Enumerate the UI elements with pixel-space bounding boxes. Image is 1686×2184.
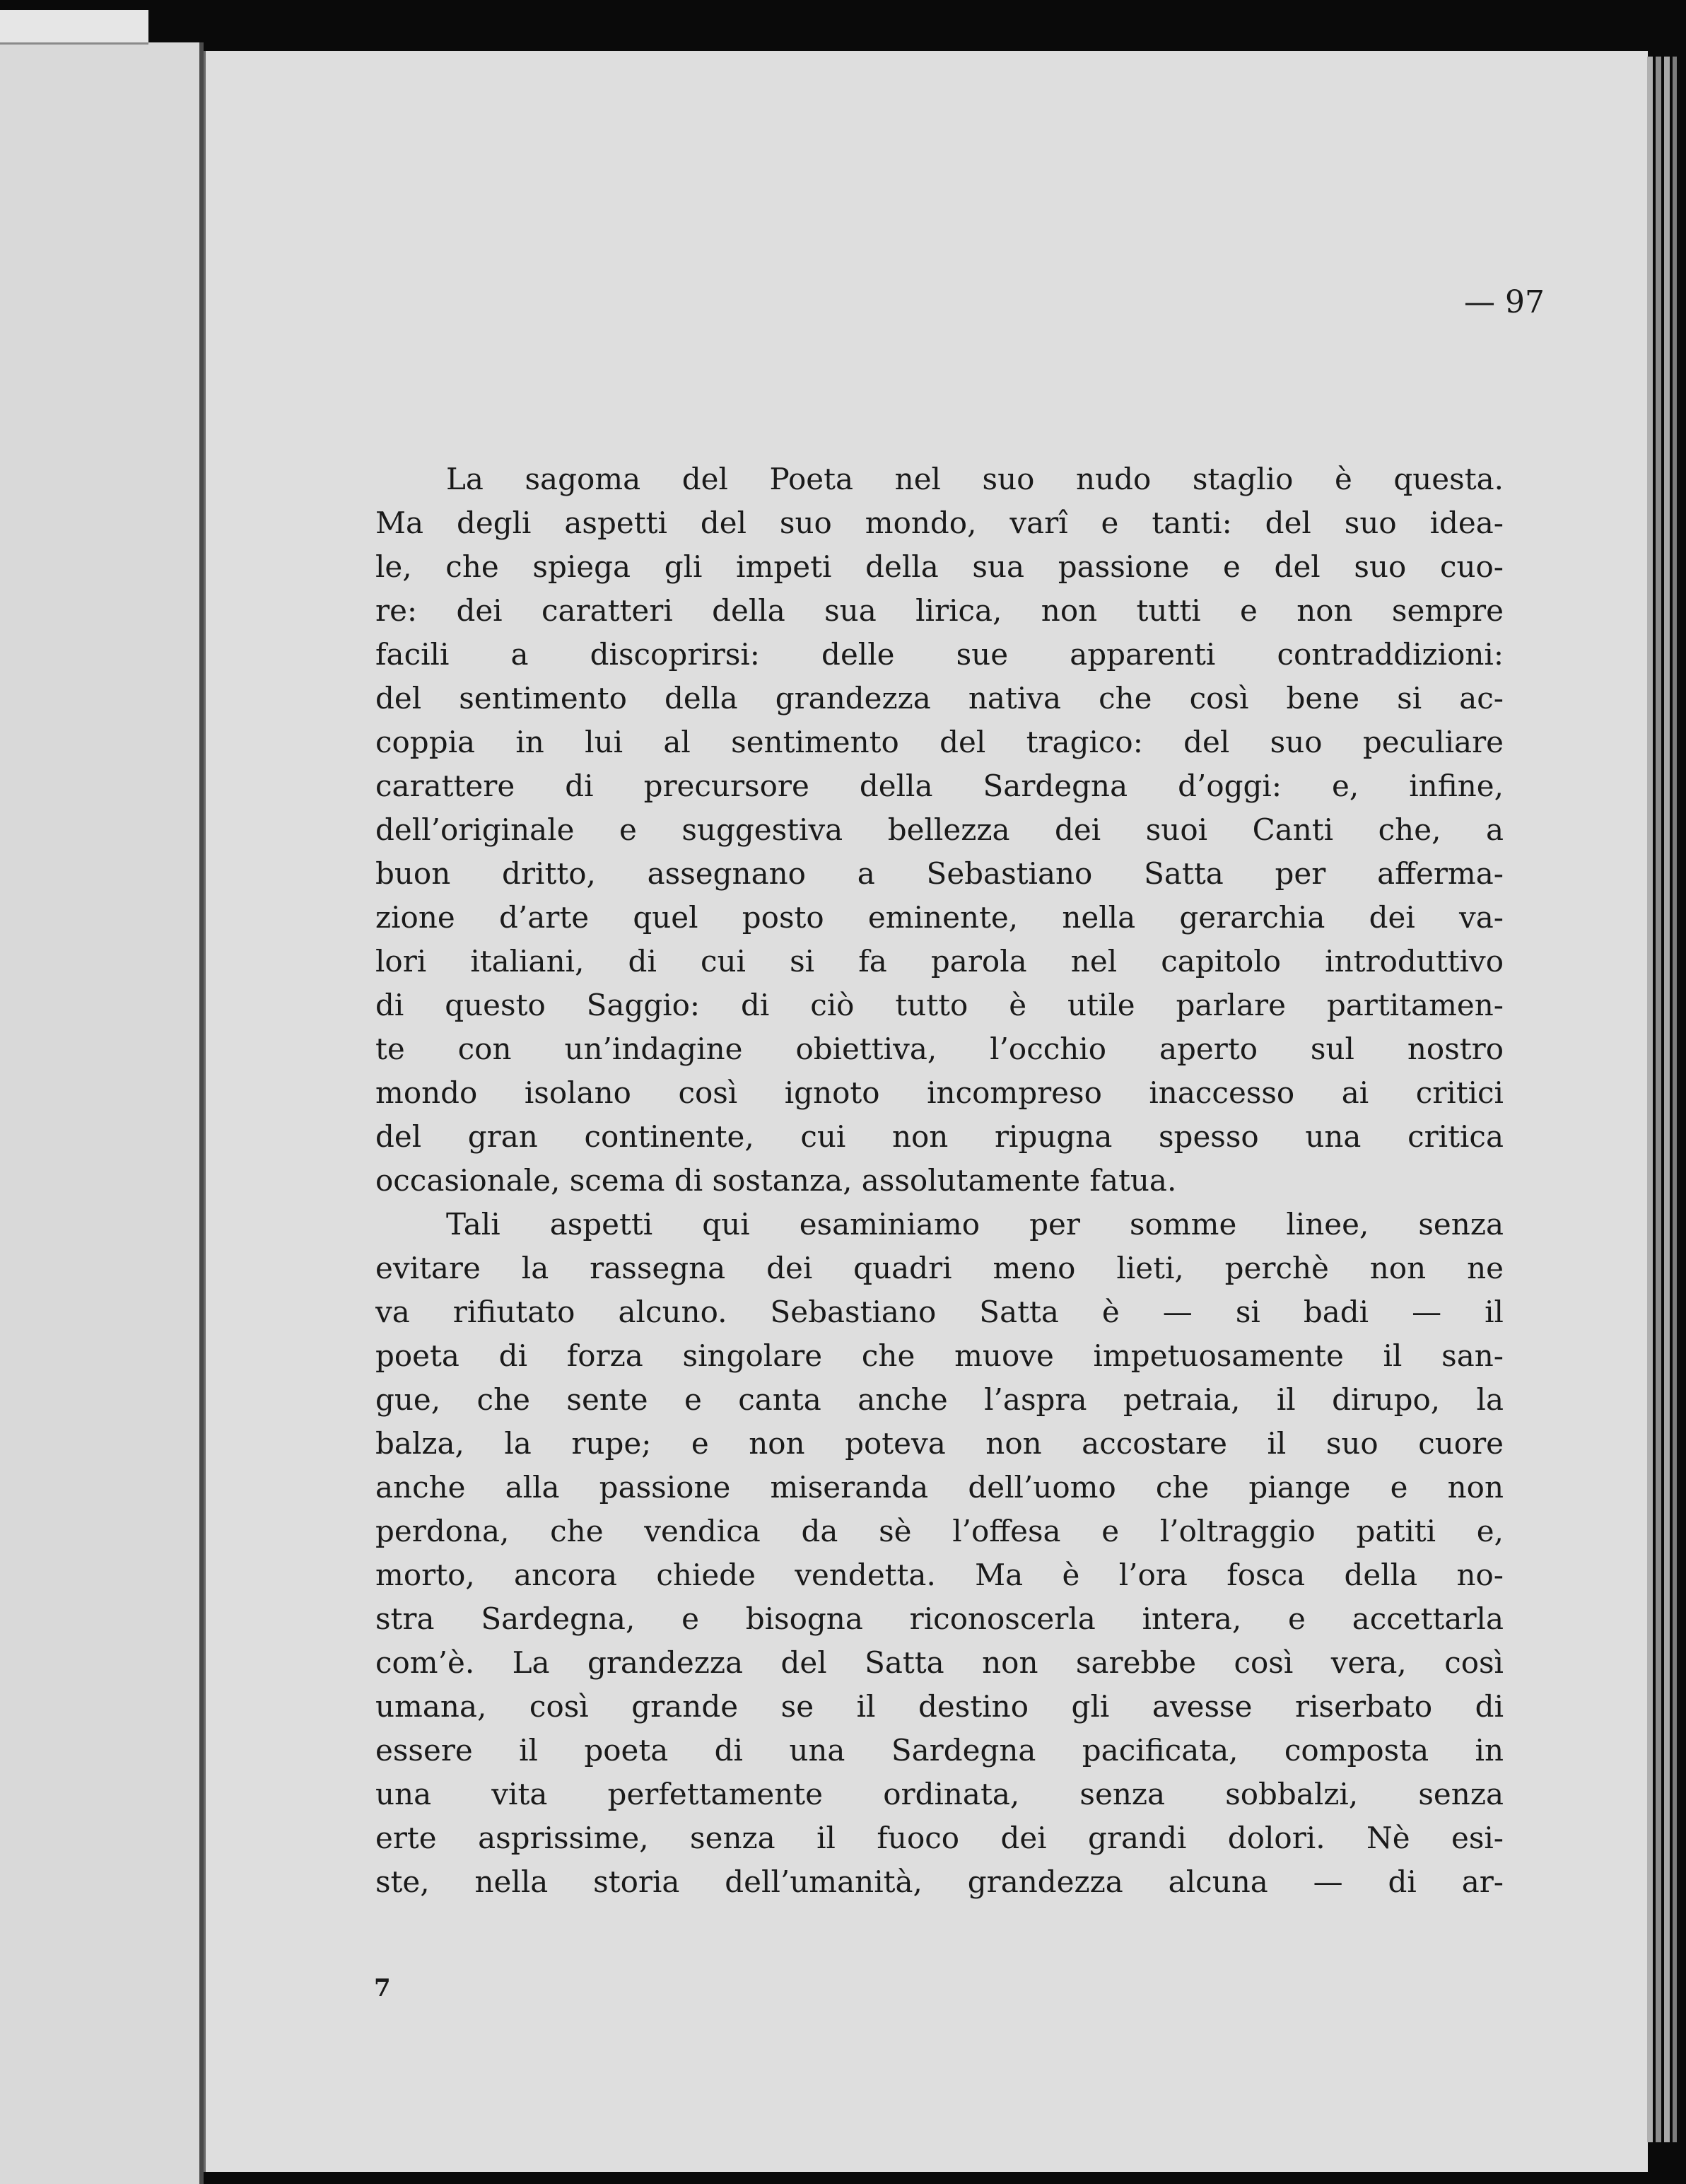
book-page (204, 51, 1648, 2172)
text-line: anche alla passione miseranda dell’uomo che piange e non (375, 1470, 1504, 1505)
page-stack-edge (1664, 57, 1670, 2142)
text-line: Ma degli aspetti del suo mondo, varî e tanti: del suo idea- (375, 506, 1504, 540)
paragraph-1 (375, 457, 1504, 1203)
page-number: — 97 (1464, 284, 1545, 320)
text-line: morto, ancora chiede vendetta. Ma è l’ora fosca della no- (375, 1558, 1504, 1592)
text-line: facili a discoprirsi: delle sue apparenti contraddizioni: (375, 637, 1504, 672)
body-text (375, 457, 1504, 1904)
text-line: zione d’arte quel posto eminente, nella gerarchia dei va- (375, 900, 1504, 935)
text-line: perdona, che vendica da sè l’offesa e l’oltraggio patiti e, (375, 1514, 1504, 1548)
paragraph-2 (375, 1203, 1504, 1904)
text-line: le, che spiega gli impeti della sua passione e del suo cuo- (375, 549, 1504, 584)
text-line: erte asprissime, senza il fuoco dei grandi dolori. Nè esi- (375, 1821, 1504, 1855)
text-line: te con un’indagine obiettiva, l’occhio aperto sul nostro (375, 1032, 1504, 1066)
text-line: mondo isolano così ignoto incompreso inaccesso ai critici (375, 1075, 1504, 1110)
text-line: evitare la rassegna dei quadri meno lieti, perchè non ne (375, 1251, 1504, 1285)
text-line: gue, che sente e canta anche l’aspra petraia, il dirupo, la (375, 1382, 1504, 1417)
text-line: poeta di forza singolare che muove impetuosamente il san- (375, 1338, 1504, 1373)
page-stack-edge (1673, 57, 1677, 2142)
text-line: essere il poeta di una Sardegna pacificata, composta in (375, 1733, 1504, 1768)
text-line: La sagoma del Poeta nel suo nudo staglio è questa. (446, 462, 1504, 496)
text-line: umana, così grande se il destino gli avesse riserbato di (375, 1689, 1504, 1724)
text-line: balza, la rupe; e non poteva non accostare il suo cuore (375, 1426, 1504, 1461)
page-stack-edge (1656, 57, 1661, 2142)
text-line: occasionale, scema di sostanza, assolutamente fatua. (375, 1163, 1177, 1198)
text-line: carattere di precursore della Sardegna d’oggi: e, infine, (375, 769, 1504, 803)
text-line: lori italiani, di cui si fa parola nel capitolo introduttivo (375, 944, 1504, 979)
text-line: stra Sardegna, e bisogna riconoscerla intera, e accettarla (375, 1601, 1504, 1636)
text-line: del gran continente, cui non ripugna spesso una critica (375, 1119, 1504, 1154)
facing-page-edge (0, 42, 204, 2184)
text-line: com’è. La grandezza del Satta non sarebbe così vera, così (375, 1645, 1504, 1680)
text-line: va rifiutato alcuno. Sebastiano Satta è — si badi — il (375, 1295, 1504, 1329)
text-line: dell’originale e suggestiva bellezza dei suoi Canti che, a (375, 812, 1504, 847)
text-line: di questo Saggio: di ciò tutto è utile parlare partitamen- (375, 988, 1504, 1022)
facing-page-tab (0, 10, 148, 45)
text-line: coppia in lui al sentimento del tragico: del suo peculiare (375, 725, 1504, 759)
text-line: una vita perfettamente ordinata, senza sobbalzi, senza (375, 1777, 1504, 1811)
printer-signature-mark: 7 (374, 1974, 391, 2002)
text-line: ste, nella storia dell’umanità, grandezza alcuna — di ar- (375, 1864, 1504, 1899)
page-stack-edge (1647, 57, 1653, 2142)
text-line: re: dei caratteri della sua lirica, non tutti e non sempre (375, 593, 1504, 628)
text-line: Tali aspetti qui esaminiamo per somme linee, senza (446, 1207, 1504, 1242)
text-line: del sentimento della grandezza nativa che così bene si ac- (375, 681, 1504, 716)
text-line: buon dritto, assegnano a Sebastiano Satta per afferma- (375, 856, 1504, 891)
